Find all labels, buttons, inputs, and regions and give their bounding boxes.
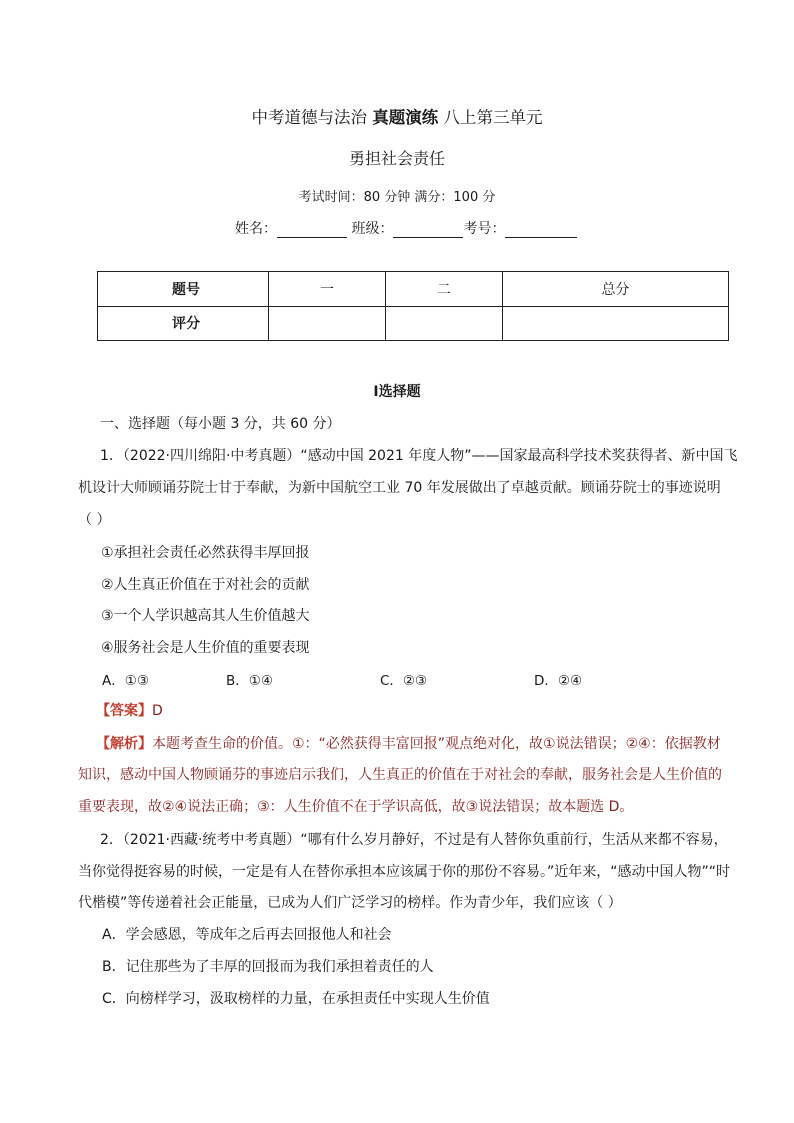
title-prefix: 中考道德与法治 <box>251 108 373 127</box>
q1-line-3: （ ） <box>78 512 111 528</box>
name-label: 姓名： <box>235 221 277 237</box>
q2-option-a[interactable]: A．学会感恩，等成年之后再去回报他人和社会 <box>102 927 392 943</box>
class-label: 班级： <box>351 221 394 237</box>
q1-analysis-line-3: 重要表现，故②④说法正确；③：人生价值不在于学识高低，故③说法错误；故本题选 D。 <box>78 799 634 815</box>
q1-analysis-line-2: 知识，感动中国人物顾诵芬的事迹启示我们，人生真正的价值在于对社会的奉献，服务社会是人生价值的 <box>78 767 722 783</box>
q1-analysis-line-1 <box>96 733 721 753</box>
q1-answer <box>96 700 163 720</box>
q1-option-d[interactable]: D．②④ <box>534 673 583 689</box>
q2-line-3: 代楷模”等传递着社会正能量，已成为人们广泛学习的榜样。作为青少年，我们应该（ ） <box>78 895 622 911</box>
answer-value: D <box>152 703 163 719</box>
q1-statement: ③一个人学识越高其人生价值越大 <box>101 608 310 624</box>
score-table-score-row <box>98 306 729 341</box>
q2-option-c[interactable]: C．向榜样学习，汲取榜样的力量，在承担责任中实现人生价值 <box>102 991 490 1007</box>
title-suffix: 八上第三单元 <box>438 108 543 127</box>
q2-line-1: 2．（2021·西藏·统考中考真题）“哪有什么岁月静好，不过是有人替你负重前行，生活从来都不容易， <box>100 832 728 848</box>
page-title <box>0 104 794 128</box>
score-cell-total[interactable] <box>502 306 728 341</box>
score-table-header-row <box>98 272 729 307</box>
score-table <box>97 271 729 341</box>
q1-statement: ④服务社会是人生价值的重要表现 <box>101 640 310 656</box>
id-label: 考号： <box>463 221 506 237</box>
q2-option-b[interactable]: B．记住那些为了丰厚的回报而为我们承担着责任的人 <box>102 959 434 975</box>
q2-line-2: 当你觉得挺容易的时候，一定是有人在替你承担本应该属于你的那份不容易。”近年来，“感动中国人物”“时 <box>78 864 731 880</box>
score-row-label: 评分 <box>98 306 269 341</box>
q1-statement: ①承担社会责任必然获得丰厚回报 <box>101 545 310 561</box>
q1-option-c[interactable]: C．②③ <box>380 673 428 689</box>
q1-line-2: 机设计大师顾诵芬院士甘于奉献，为新中国航空工业 70 年发展做出了卓越贡献。顾诵芬院士的事迹说明 <box>78 480 721 496</box>
header-total: 总分 <box>502 272 728 307</box>
score-cell-one[interactable] <box>269 306 386 341</box>
analysis-tag: 【解析】 <box>96 736 152 752</box>
q1-line-1: 1．（2022·四川绵阳·中考真题）“感动中国 2021 年度人物”——国家最高科学技术奖获得者、新中国飞 <box>100 448 738 464</box>
name-field[interactable] <box>277 223 347 238</box>
title-bold: 真题演练 <box>372 108 439 127</box>
score-cell-two[interactable] <box>385 306 502 341</box>
q1-statement: ②人生真正价值在于对社会的贡献 <box>101 577 310 593</box>
answer-tag: 【答案】 <box>96 703 152 719</box>
q1-option-a[interactable]: A．①③ <box>102 673 149 689</box>
q1-option-b[interactable]: B．①④ <box>226 673 273 689</box>
student-info-row <box>235 218 577 238</box>
class-field[interactable] <box>393 223 463 238</box>
page-subtitle: 勇担社会责任 <box>348 149 445 168</box>
exam-info: 考试时间：80 分钟 满分：100 分 <box>298 190 496 205</box>
part-heading: 一、选择题（每小题 3 分，共 60 分） <box>100 416 341 432</box>
header-part-two: 二 <box>385 272 502 307</box>
header-part-one: 一 <box>269 272 386 307</box>
id-field[interactable] <box>505 223 577 238</box>
header-question-number: 题号 <box>98 272 269 307</box>
analysis-text: 本题考查生命的价值。①：“必然获得丰富回报”观点绝对化，故①说法错误；②④：依据教材 <box>152 736 721 752</box>
section-title: Ⅰ选择题 <box>373 384 421 400</box>
